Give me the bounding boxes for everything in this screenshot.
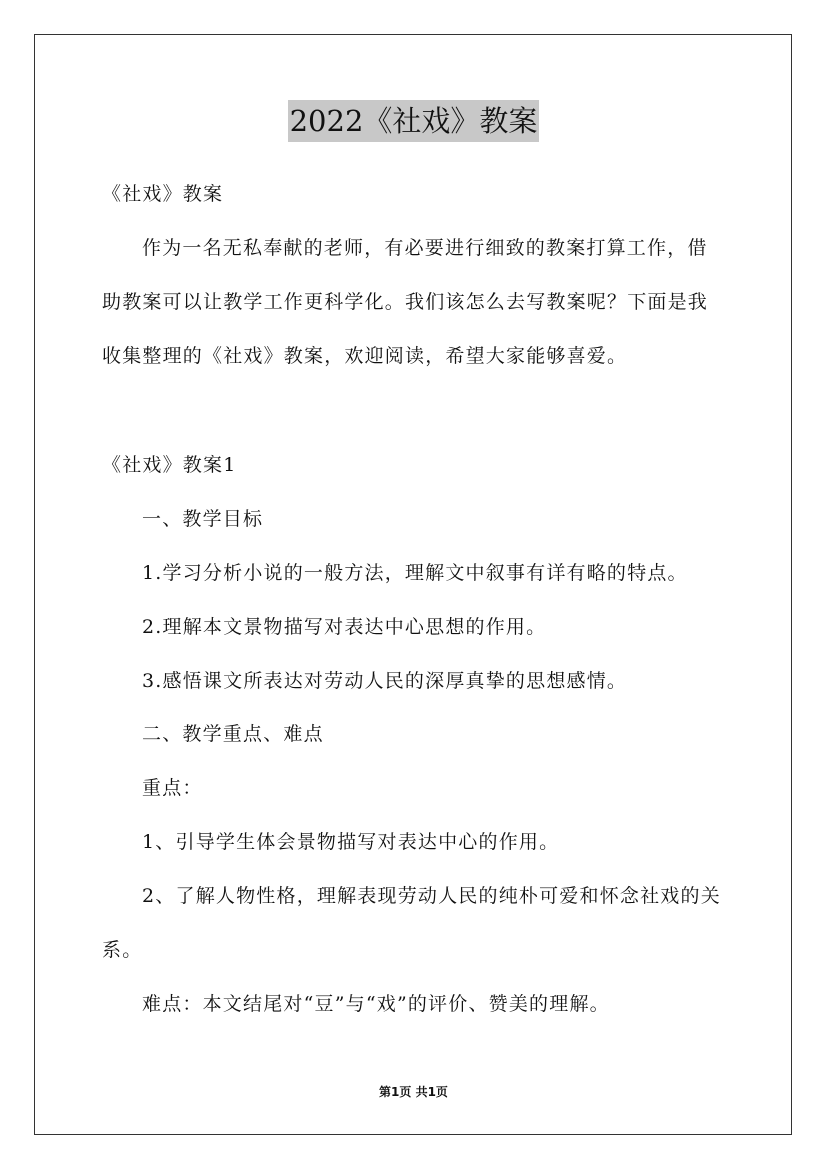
title-wrap <box>0 100 827 142</box>
body-line: 一、教学目标 <box>142 508 264 530</box>
intro-line: 助教案可以让教学工作更科学化。我们该怎么去写教案呢？下面是我 <box>102 291 709 313</box>
body-line: 2.理解本文景物描写对表达中心思想的作用。 <box>142 616 547 638</box>
body-line: 难点：本文结尾对“豆”与“戏”的评价、赞美的理解。 <box>142 993 610 1015</box>
document-subtitle: 《社戏》教案 <box>102 183 224 205</box>
section-title: 《社戏》教案1 <box>102 454 237 476</box>
intro-line: 收集整理的《社戏》教案，欢迎阅读，希望大家能够喜爱。 <box>102 345 628 367</box>
body-line: 重点： <box>142 777 203 799</box>
body-line: 3.感悟课文所表达对劳动人民的深厚真挚的思想感情。 <box>142 670 628 692</box>
document-title: 2022《社戏》教案 <box>288 100 540 142</box>
body-line: 2、了解人物性格，理解表现劳动人民的纯朴可爱和怀念社戏的关 <box>142 885 721 907</box>
page-footer <box>0 1084 827 1100</box>
page-number-label: 第1页 共1页 <box>379 1085 448 1099</box>
body-line: 二、教学重点、难点 <box>142 723 324 745</box>
body-line: 系。 <box>102 939 143 961</box>
intro-line: 作为一名无私奉献的老师，有必要进行细致的教案打算工作，借 <box>142 237 708 259</box>
body-line: 1.学习分析小说的一般方法，理解文中叙事有详有略的特点。 <box>142 562 688 584</box>
body-line: 1、引导学生体会景物描写对表达中心的作用。 <box>142 831 560 853</box>
